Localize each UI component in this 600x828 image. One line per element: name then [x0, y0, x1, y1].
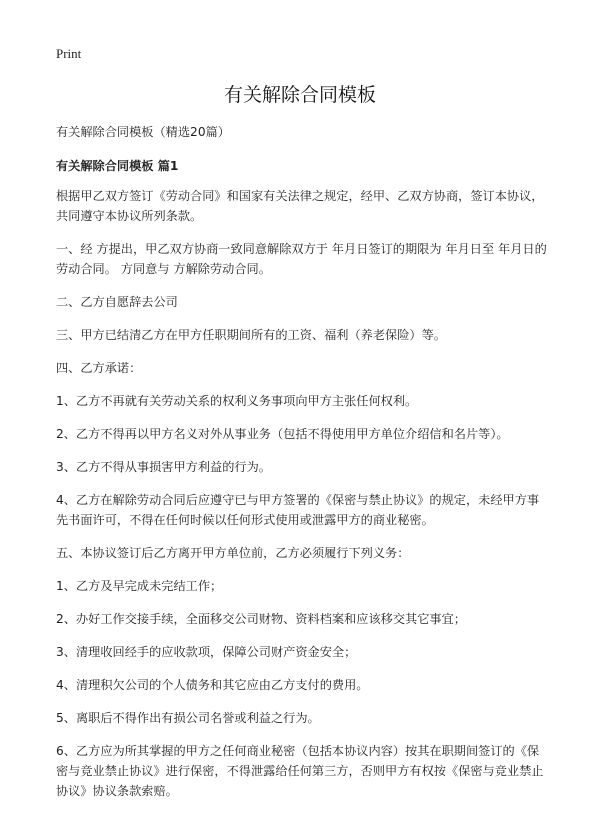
paragraph-item: 6、乙方应为所其掌握的甲方之任何商业秘密（包括本协议内容）按其在职期间签订的《保密与竞业禁止协议》进行保密，不得泄露给任何第三方，否则甲方有权按《保密与竞业禁止协议》协议条款索赔。: [56, 744, 544, 798]
print-link[interactable]: Print: [56, 46, 82, 61]
paragraph-item: 5、离职后不得作出有损公司名誉或利益之行为。: [56, 711, 320, 725]
paragraph-item: 4、清理积欠公司的个人债务和其它应由乙方支付的费用。: [56, 678, 369, 692]
paragraph-clause-2: 二、乙方自愿辞去公司: [56, 295, 178, 309]
paragraph-clause-5: 五、本协议签订后乙方离开甲方单位前，乙方必须履行下列义务：: [56, 546, 410, 560]
paragraph-item: 2、乙方不得再以甲方名义对外从事业务（包括不得使用甲方单位介绍信和名片等）。: [56, 427, 509, 441]
document-title: 有关解除合同模板: [223, 84, 376, 106]
paragraph-item: 2、办好工作交接手续，全面移交公司财物、资料档案和应该移交其它事宜；: [56, 612, 466, 626]
paragraph-clause-3: 三、甲方已结清乙方在甲方任职期间所有的工资、福利（养老保险）等。: [56, 328, 446, 342]
paragraph-item: 1、乙方不再就有关劳动关系的权利义务事项向甲方主张任何权利。: [56, 394, 418, 408]
paragraph-clause-1: 一、经 方提出，甲乙双方协商一致同意解除双方于 年月日签订的期限为 年月日至 年月日的劳动合同。 方同意与 方解除劳动合同。: [56, 242, 547, 276]
paragraph-item: 1、乙方及早完成未完结工作；: [56, 579, 223, 593]
document-body: [56, 122, 548, 814]
paragraph-clause-4: 四、乙方承诺：: [56, 361, 142, 375]
section-heading: 有关解除合同模板 篇1: [56, 159, 179, 173]
paragraph-item: 3、乙方不得从事损害甲方利益的行为。: [56, 460, 271, 474]
paragraph-item: 4、乙方在解除劳动合同后应遵守已与甲方签署的《保密与禁止协议》的规定，未经甲方事先书面许可，不得在任何时候以任何形式使用或泄露甲方的商业秘密。: [56, 493, 540, 527]
paragraph-item: 3、清理收回经手的应收款项，保障公司财产资金安全；: [56, 645, 357, 659]
document-subtitle: 有关解除合同模板（精选20篇）: [56, 125, 230, 139]
paragraph-intro: 根据甲乙双方签订《劳动合同》和国家有关法律之规定，经甲、乙双方协商，签订本协议，共同遵守本协议所列条款。: [56, 189, 544, 223]
